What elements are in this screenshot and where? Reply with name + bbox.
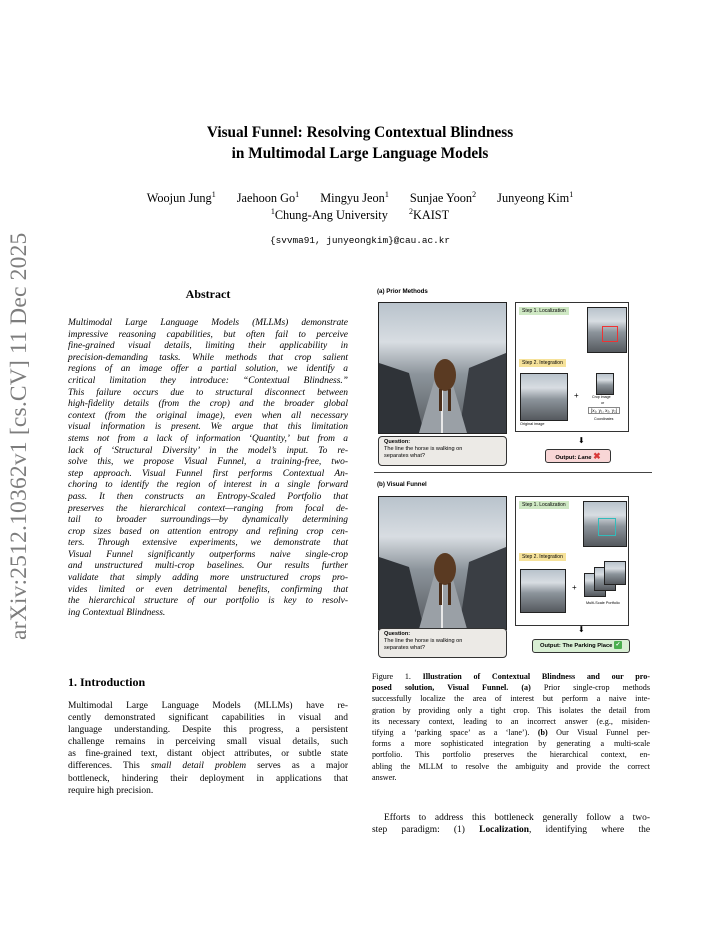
abstract-line: Visual Funnel significantly outperforms naive single-crop — [68, 549, 348, 560]
abstract-line: tail to broader surroundings—by dynamically determining — [68, 515, 348, 526]
abstract-line: pass. It then constructs an Entropy-Scaled Portfolio that — [68, 491, 348, 502]
portfolio-crop-small — [604, 561, 626, 585]
abstract-line: ters. Through extensive experiments, we demonstrate that — [68, 538, 348, 549]
panel-divider — [374, 472, 652, 473]
intro-line: bottleneck, hindering their deployment in applications that — [68, 773, 348, 784]
figure-caption — [372, 671, 650, 783]
abstract-line: solve this, we propose Visual Funnel, a training-free, two- — [68, 457, 348, 468]
coordinates-caption: Coordinates — [594, 417, 614, 421]
body-line: Efforts to address this bottleneck generally follow a two- — [384, 813, 650, 823]
abstract-line: stems not from a lack of information ‘Quantity,’ but from a — [68, 433, 348, 444]
caption-line: gration by providing only a tight crop. This isolates the detail from — [372, 705, 650, 715]
caption-line: tifying a ‘parking space’ as a ‘lane’). (b) Our Visual Funnel per- — [372, 728, 650, 738]
abstract-line: validate that simply adding more unstructured crops pro- — [68, 573, 348, 584]
caption-line: its necessary context, leading to an incorrect answer (e.g., misiden- — [372, 716, 650, 726]
affiliation: $^1$Chung-Ang University — [270, 206, 388, 222]
abstract-line: lack of ‘Structural Diversity’ in the model’s input. To re- — [68, 445, 348, 456]
intro-line: differences. This small detail problem serves as a major — [68, 761, 348, 772]
section-heading-introduction: 1. Introduction — [68, 675, 146, 689]
author: Sunjae Yoon$^2$ — [409, 189, 477, 205]
prior-methods-panel — [515, 302, 629, 432]
panel-b-label: (b) Visual Funnel — [377, 481, 427, 488]
horse-photo — [378, 496, 507, 630]
abstract-line: regions of an image offer a partial solution, we identify a — [68, 364, 348, 375]
question-label: Question: — [384, 439, 411, 445]
author: Mingyu Jeon$^1$ — [320, 189, 389, 205]
horse-photo — [378, 302, 507, 434]
contact-email: {svvma91, junyeongkim}@cau.ac.kr — [269, 235, 451, 246]
caption-line: Figure 1. Illustration of Contextual Blindness and our pro- — [372, 672, 650, 681]
crop-image-caption: Crop image — [592, 395, 611, 399]
abstract-line: context (from the original image), even when all necessary — [68, 410, 348, 421]
original-image-caption: Original image — [520, 422, 545, 426]
paper-title-line-2: in Multimodal Large Language Models — [231, 145, 489, 162]
abstract-line: the hierarchical structure of our portfolio is key to resolv- — [68, 596, 348, 607]
caption-line: successfully localize the area of interest but perform a naive inte- — [372, 694, 650, 704]
original-image-thumb — [520, 569, 566, 613]
step1-label: Step 1. Localization — [519, 501, 569, 509]
caption-line: posed solution, Visual Funnel. (a) Prior single-crop methods — [372, 683, 650, 693]
original-image-thumb — [520, 373, 568, 421]
affiliations — [60, 207, 660, 223]
localized-photo — [583, 501, 627, 547]
output-box-a: Output: Lane ✖ — [545, 449, 611, 463]
caption-line: answer. — [372, 772, 397, 782]
arxiv-sidebar-stamp: arXiv:2512.10362v1 [cs.CV] 11 Dec 2025 — [6, 232, 32, 640]
caption-line: forms a more sophisticated integration by generating a multi-scale — [372, 739, 650, 749]
italic-phrase: small detail problem — [150, 761, 247, 772]
arrow-down-icon: ⬇ — [578, 625, 585, 634]
intro-line: as fine-grained text, distant object attributes, or subtle state — [68, 749, 348, 760]
output-box-b: Output: The Parking Place ✓ — [532, 639, 630, 653]
caption-line: portfolio. This portfolio preserves the hierarchical context, en- — [372, 750, 650, 760]
crop-image-thumb — [596, 373, 614, 395]
introduction-body — [68, 700, 348, 797]
multi-scale-caption: Multi-Scale Portfolio — [586, 601, 620, 605]
abstract-line: choring to identify the region of interest in a single forward — [68, 480, 348, 491]
abstract-heading: Abstract — [185, 287, 231, 301]
plus-sign: + — [574, 391, 579, 400]
crop-box — [602, 326, 618, 342]
step2-label: Step 2. Integration — [519, 553, 566, 561]
body-line: step paradigm: (1) Localization, identifying where the — [372, 825, 651, 836]
abstract-line: ing Contextual Blindness. — [68, 607, 166, 618]
abstract-line: visual information is present. We argue that this limitation — [68, 422, 348, 433]
question-label: Question: — [384, 631, 411, 637]
abstract-line: critical limitation they introduce: “Contextual Blindness.” — [68, 375, 348, 386]
step1-label: Step 1. Localization — [519, 307, 569, 315]
localized-photo — [587, 307, 627, 353]
attention-box — [598, 518, 616, 536]
panel-a-label: (a) Prior Methods — [377, 288, 428, 295]
paper-title-line-1: Visual Funnel: Resolving Contextual Blindness — [206, 124, 514, 141]
plus-sign: + — [572, 583, 577, 592]
visual-funnel-panel — [515, 496, 629, 626]
affiliation: $^2$KAIST — [408, 206, 450, 222]
coordinates-box: [x₁, y₁, x₂, y₂] — [588, 407, 620, 414]
horse-scene-illustration — [379, 303, 506, 433]
abstract-line: crop sizes based on attention entropy and refining crop cen- — [68, 526, 348, 537]
question-box-b: Question: The line the horse is walking on separates what? — [378, 628, 507, 658]
figure-1 — [374, 286, 652, 658]
step2-label: Step 2. Integration — [519, 359, 566, 367]
abstract-line: and unstructured multi-crop baselines. Our results further — [68, 561, 348, 572]
abstract-line: vides limited or even detrimental benefits, confirming that — [68, 584, 348, 595]
abstract-line: This failure occurs due to structural disconnect between — [68, 387, 348, 398]
check-icon: ✓ — [615, 642, 621, 649]
intro-line: language understanding. Despite this progress, a persistent — [68, 725, 348, 736]
abstract-line: high-fidelity details (from the crop) and the broader global — [68, 399, 348, 410]
abstract-body — [68, 318, 348, 619]
right-column-body — [372, 812, 650, 836]
horse-scene-illustration — [379, 497, 506, 629]
author-list — [60, 190, 660, 206]
wrong-x-icon: ✖ — [593, 451, 601, 461]
question-box-a: Question: The line the horse is walking on separates what? — [378, 436, 507, 466]
abstract-line: precision-demanding tasks. While methods that crop salient — [68, 352, 348, 363]
abstract-line: preserves the hierarchical context—ranging from focal de- — [68, 503, 348, 514]
author: Junyeong Kim$^1$ — [497, 189, 574, 205]
abstract-line: impressive reasoning capabilities, but often fail to perceive — [68, 329, 348, 340]
abstract-line: step approach. Visual Funnel first performs Contextual An- — [68, 468, 348, 479]
caption-line: abling the MLLM to resolve the ambiguity and provide the correct — [372, 761, 650, 771]
intro-line: require high precision. — [68, 785, 154, 796]
intro-line: cently demonstrated significant capabilities in visual and — [68, 713, 348, 724]
abstract-line: fine-grained visual details, limiting their applicability in — [68, 341, 348, 352]
or-caption: or — [601, 401, 605, 405]
intro-line: Multimodal Large Language Models (MLLMs) have re- — [68, 701, 348, 711]
author: Jaehoon Go$^1$ — [236, 189, 300, 205]
abstract-line: Multimodal Large Language Models (MLLMs) demonstrate — [68, 318, 348, 328]
intro-line: challenge remains in perceiving small visual details, such — [68, 737, 348, 748]
author: Woojun Jung$^1$ — [146, 189, 216, 205]
arrow-down-icon: ⬇ — [578, 436, 585, 445]
